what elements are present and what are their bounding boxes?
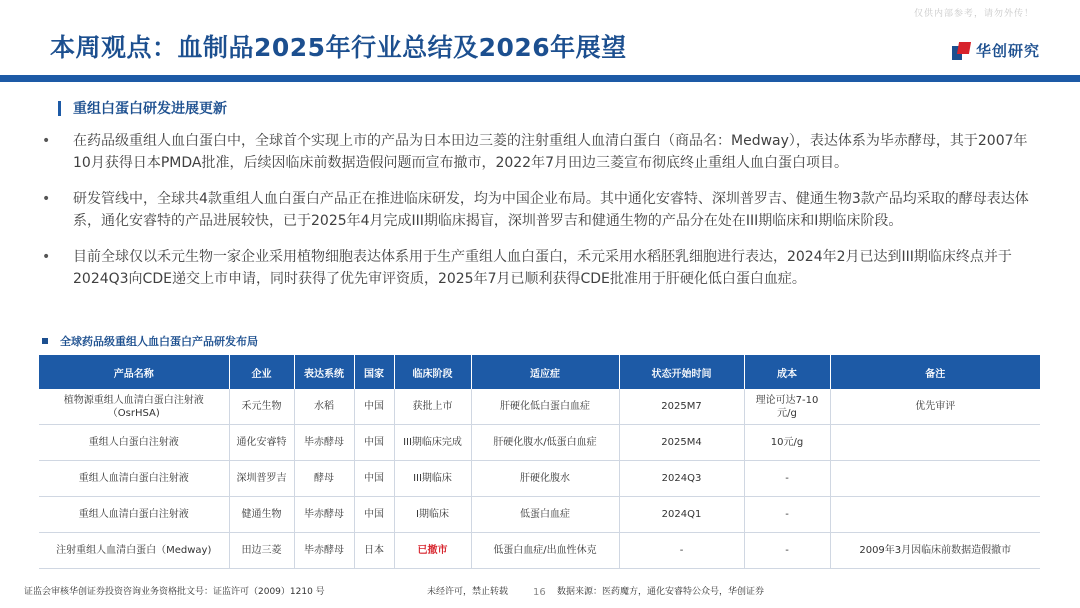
table-cell: 低蛋白血症/出血性休克 [471, 533, 619, 569]
table-cell: 理论可达7-10元/g [744, 389, 830, 425]
column-header: 表达系统 [294, 355, 354, 389]
table-cell: 深圳普罗吉 [229, 461, 294, 497]
table-cell: 重组人血清白蛋白注射液 [39, 497, 229, 533]
table-cell: 健通生物 [229, 497, 294, 533]
table-cell [830, 461, 1040, 497]
table-cell: 重组人血清白蛋白注射液 [39, 461, 229, 497]
watermark: 仅供内部参考，请勿外传！ [913, 9, 1034, 19]
table-cell: 田边三菱 [229, 533, 294, 569]
bullet-item [42, 246, 1042, 290]
column-header: 适应症 [471, 355, 619, 389]
table-cell [830, 497, 1040, 533]
table-cell: 日本 [354, 533, 394, 569]
bullet-text: 目前全球仅以禾元生物一家企业采用植物细胞表达体系用于生产重组人血白蛋白，禾元采用水稻胚乳细胞进行表达，2024年2月已达到III期临床终点并于2024Q3向CDE递交上市申请，同时获得了优先审评资质，2025年7月已顺利获得CDE批准用于肝硬化低白蛋白血症。 [73, 249, 1012, 287]
table-cell: 中国 [354, 425, 394, 461]
column-header: 产品名称 [39, 355, 229, 389]
bullet-dot-icon: • [42, 191, 51, 207]
table-cell: 2025M4 [619, 425, 744, 461]
table-cell: 肝硬化腹水/低蛋白血症 [471, 425, 619, 461]
table-row [39, 389, 1040, 425]
table-cell: 酵母 [294, 461, 354, 497]
table-cell: 水稻 [294, 389, 354, 425]
footer-license: 证监会审核华创证券投资咨询业务资格批文号：证监许可（2009）1210 号 [24, 587, 325, 597]
table-row [39, 461, 1040, 497]
table-row [39, 533, 1040, 569]
table-cell: 2025M7 [619, 389, 744, 425]
table-cell: 注射重组人血清白蛋白（Medway) [39, 533, 229, 569]
header-divider [0, 75, 1080, 82]
table-cell: 获批上市 [394, 389, 471, 425]
brand-logo-icon [952, 42, 970, 60]
table-cell: 禾元生物 [229, 389, 294, 425]
table-cell [830, 425, 1040, 461]
table-cell: 肝硬化腹水 [471, 461, 619, 497]
square-bullet-icon [42, 338, 48, 344]
section-heading [58, 98, 227, 118]
bullet-item [42, 130, 1042, 174]
brand-logo [952, 40, 1040, 61]
table-cell: 重组人白蛋白注射液 [39, 425, 229, 461]
page-number: 16 [533, 587, 546, 598]
section-label: 重组白蛋白研发进展更新 [73, 101, 227, 117]
table-cell: III期临床完成 [394, 425, 471, 461]
table-cell: 植物源重组人血清白蛋白注射液（OsrHSA) [39, 389, 229, 425]
table-cell: III期临床 [394, 461, 471, 497]
table-cell: 低蛋白血症 [471, 497, 619, 533]
bullet-item [42, 188, 1042, 232]
footer-source: 数据来源：医药魔方，通化安睿特公众号，华创证券 [557, 587, 765, 597]
table-cell: 通化安睿特 [229, 425, 294, 461]
column-header: 成本 [744, 355, 830, 389]
pipeline-table [39, 355, 1040, 569]
brand-logo-text: 华创研究 [975, 42, 1040, 60]
footer-notice: 未经许可，禁止转载 [427, 587, 509, 597]
table-cell: - [744, 497, 830, 533]
table-cell: - [744, 461, 830, 497]
section-bar-icon [58, 101, 61, 116]
column-header: 状态开始时间 [619, 355, 744, 389]
table-cell: 中国 [354, 497, 394, 533]
bullet-dot-icon: • [42, 249, 51, 265]
table-cell: - [619, 533, 744, 569]
table-cell: 10元/g [744, 425, 830, 461]
table-row [39, 425, 1040, 461]
table-cell: I期临床 [394, 497, 471, 533]
table-cell: 毕赤酵母 [294, 425, 354, 461]
table-cell: 毕赤酵母 [294, 497, 354, 533]
table-cell: 优先审评 [830, 389, 1040, 425]
page-title: 本周观点：血制品2025年行业总结及2026年展望 [50, 33, 627, 62]
table-cell: 中国 [354, 461, 394, 497]
bullet-text: 研发管线中，全球共4款重组人血白蛋白产品正在推进临床研发，均为中国企业布局。其中通化安睿特、深圳普罗吉、健通生物3款产品均采取的酵母表达体系，通化安睿特的产品进展较快，已于2025年4月完成III期临床揭盲，深圳普罗吉和健通生物的产品分在处在III期临床和I期临床阶段。 [73, 191, 1029, 229]
bullet-list [42, 130, 1042, 304]
table-row [39, 497, 1040, 533]
bullet-text: 在药品级重组人血白蛋白中，全球首个实现上市的产品为日本田边三菱的注射重组人血清白蛋白（商品名：Medway），表达体系为毕赤酵母，其于2007年10月获得日本PMDA批准，后续因临床前数据造假问题而宣布撤市，2022年7月田边三菱宣布彻底终止重组人血白蛋白项目。 [73, 133, 1028, 171]
table-cell: 肝硬化低白蛋白血症 [471, 389, 619, 425]
table-title [42, 333, 258, 349]
column-header: 备注 [830, 355, 1040, 389]
table-cell: 2024Q3 [619, 461, 744, 497]
table-cell: 2024Q1 [619, 497, 744, 533]
table-cell: - [744, 533, 830, 569]
column-header: 企业 [229, 355, 294, 389]
table-cell: 毕赤酵母 [294, 533, 354, 569]
table-cell: 2009年3月因临床前数据造假撤市 [830, 533, 1040, 569]
table-header-row [39, 355, 1040, 389]
column-header: 国家 [354, 355, 394, 389]
status-withdrawn-cell: 已撤市 [394, 533, 471, 569]
column-header: 临床阶段 [394, 355, 471, 389]
table-title-label: 全球药品级重组人血白蛋白产品研发布局 [60, 335, 258, 348]
bullet-dot-icon: • [42, 133, 51, 149]
table-cell: 中国 [354, 389, 394, 425]
